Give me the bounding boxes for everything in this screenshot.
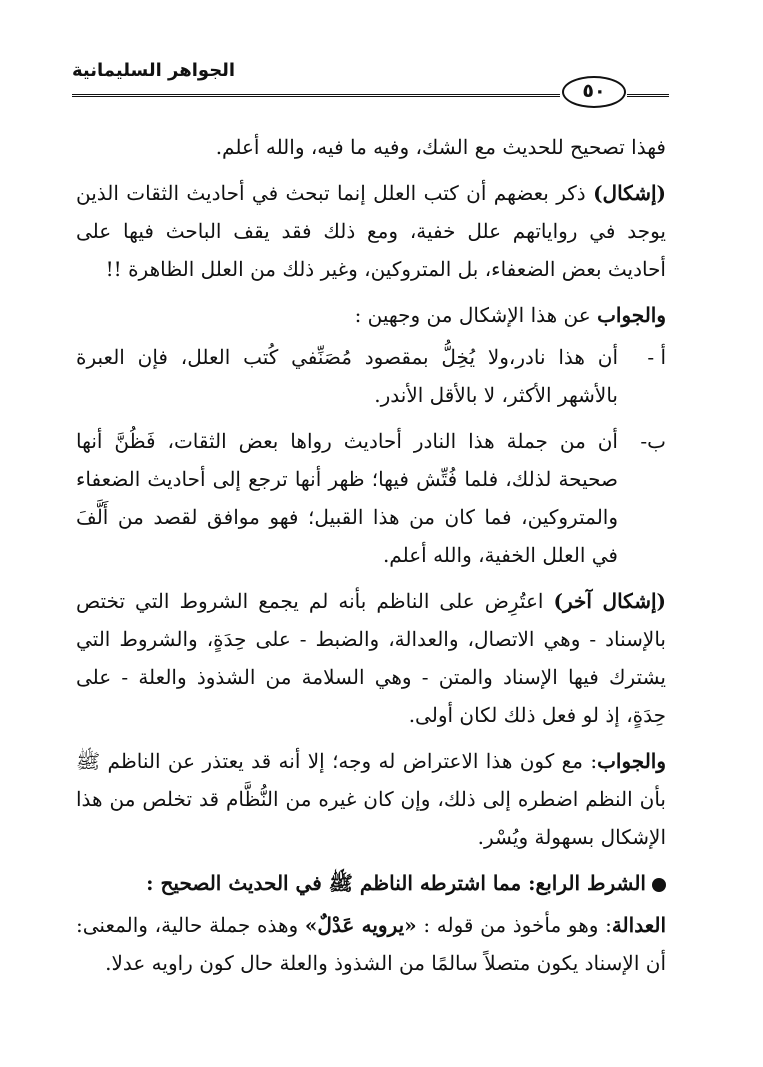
paragraph-objection: [76, 174, 666, 288]
paragraph-text: اعتُرِض على الناظم بأنه لم يجمع الشروط التي تختص بالإسناد - وهي الاتصال، والعدالة، والضبط - على حِدَةٍ، والشروط التي يشترك فيها الإسناد والمتن - وهي السلامة من الشذوذ والعلة - على حِدَةٍ، إذ لو فعل ذلك لكان أولى.: [76, 589, 666, 727]
paragraph-conclusion: [76, 128, 666, 166]
objection-label: (إشكال آخر): [553, 589, 667, 613]
page-header: [72, 58, 672, 108]
answer-label: والجواب: [597, 749, 666, 773]
paragraph-text: ذكر بعضهم أن كتب العلل إنما تبحث في أحاديث الثقات الذين يوجد في رواياتهم علل خفية، ومع ذلك فقد يقف الباحث فيها على أحاديث بعض الضعفاء، بل المتروكين، وغير ذلك من العلل الظاهرة !!: [76, 181, 666, 281]
section-heading: [76, 864, 666, 902]
term-label: العدالة: [611, 913, 666, 937]
answer-label: والجواب: [597, 303, 666, 327]
paragraph-text: فهذا تصحيح للحديث مع الشك، وفيه ما فيه، والله أعلم.: [215, 135, 666, 159]
verse-quote: «يرويه عَدْلٌ»: [304, 913, 417, 937]
paragraph-answer: [76, 742, 666, 856]
list-item-text: أن هذا نادر،ولا يُخِلُّ بمقصود مُصَنِّفي كُتب العلل، فإن العبرة بالأشهر الأكثر، لا بالأقل الأندر.: [76, 345, 618, 407]
objection-label: (إشكال): [593, 181, 666, 205]
list-marker: ب-: [640, 429, 666, 453]
page-body: [76, 128, 666, 990]
list-item-b: [76, 422, 666, 574]
list-item-text: أن من جملة هذا النادر أحاديث رواها بعض الثقات، فَظُنَّ أنها صحيحة لذلك، فلما فُتِّش فيها؛ ظهر أنها ترجع إلى أحاديث الضعفاء والمتروكين، فما كان من هذا القبيل؛ فهو موافق لقصد من أَلَّفَ في العلل الخفية، والله أعلم.: [76, 429, 618, 567]
paragraph-answer-intro: [76, 296, 666, 334]
bullet-icon: [652, 878, 666, 892]
paragraph-another-objection: [76, 582, 666, 734]
paragraph-text: : مع كون هذا الاعتراض له وجه؛ إلا أنه قد يعتذر عن الناظم ﷺ بأن النظم اضطره إلى ذلك، وإن كان غيره من النُّظَّام قد تخلص من هذا الإشكال بسهولة ويُسْر.: [76, 749, 666, 849]
page-number: ٥٠: [562, 76, 626, 108]
book-title: الجواهر السليمانية: [72, 60, 236, 81]
list-marker: أ -: [647, 345, 666, 369]
paragraph-text: عن هذا الإشكال من وجهين :: [354, 303, 598, 327]
header-rule-short: [627, 94, 669, 97]
header-rule: [72, 94, 560, 97]
paragraph-text: وهذه جملة حالية، والمعنى: أن الإسناد يكون متصلاً سالمًا من الشذوذ والعلة حال كون راويه عدلا.: [76, 913, 666, 975]
paragraph-definition: [76, 906, 666, 982]
section-heading-text: الشرط الرابع: مما اشترطه الناظم ﷺ في الحديث الصحيح :: [146, 871, 646, 895]
paragraph-text: : وهو مأخوذ من قوله :: [416, 913, 612, 937]
list-item-a: [76, 338, 666, 414]
